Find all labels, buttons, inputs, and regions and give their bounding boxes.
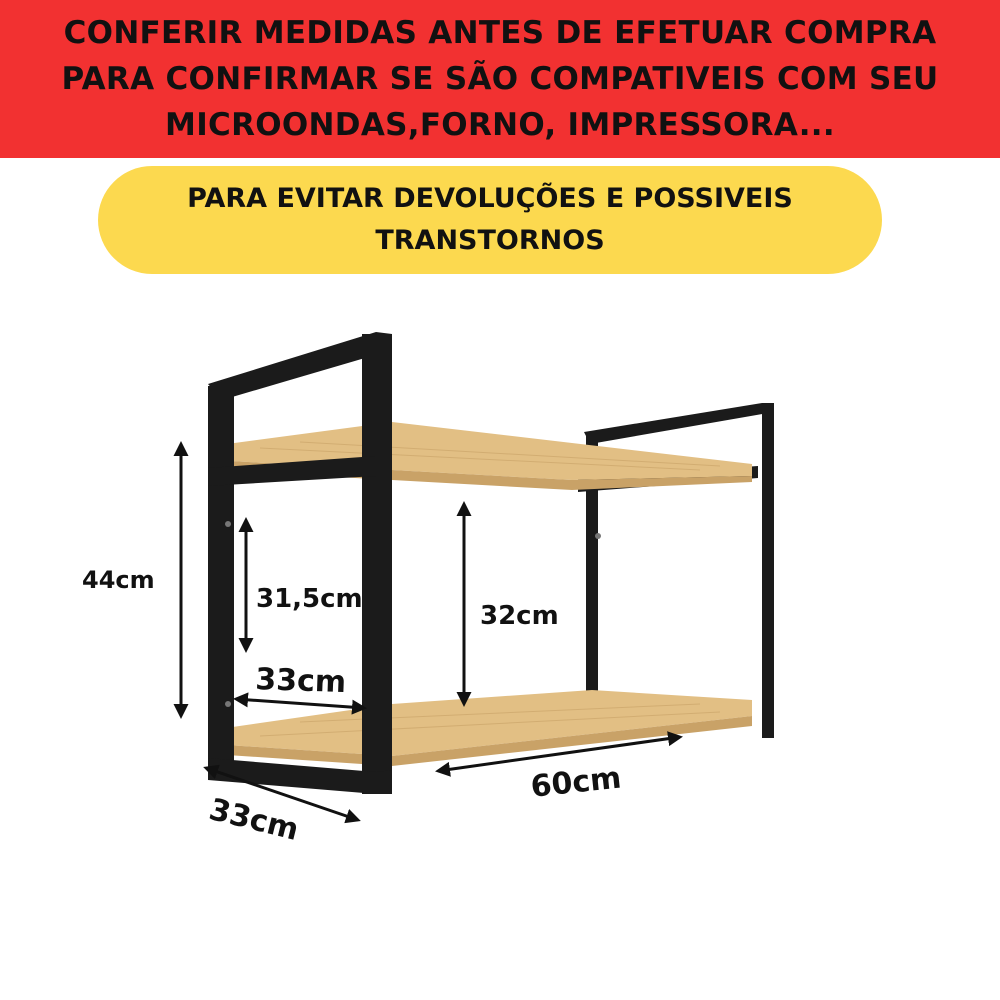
- inner-depth-label: 33cm: [254, 662, 347, 701]
- total-height-label: 44cm: [82, 566, 155, 594]
- depth-label: 33cm: [205, 792, 303, 848]
- screw-icon: [595, 533, 601, 539]
- banner-line-1: CONFERIR MEDIDAS ANTES DE EFETUAR COMPRA: [63, 15, 937, 51]
- notice-line-1: PARA EVITAR DEVOLUÇÕES E POSSIVEIS: [187, 183, 793, 214]
- notice-line-2: TRANSTORNOS: [375, 225, 605, 256]
- inner-depth-arrow: [236, 699, 364, 708]
- banner-line-2: PARA CONFIRMAR SE SÃO COMPATIVEIS COM SEU: [61, 61, 939, 97]
- screw-icon: [225, 701, 231, 707]
- inner-height-center-label: 32cm: [480, 601, 559, 631]
- inner-height-left-label: 31,5cm: [256, 584, 363, 614]
- screw-icon: [225, 521, 231, 527]
- width-label: 60cm: [529, 760, 623, 805]
- banner-line-3: MICROONDAS,FORNO, IMPRESSORA...: [165, 107, 835, 143]
- bottom-shelf: [212, 690, 752, 766]
